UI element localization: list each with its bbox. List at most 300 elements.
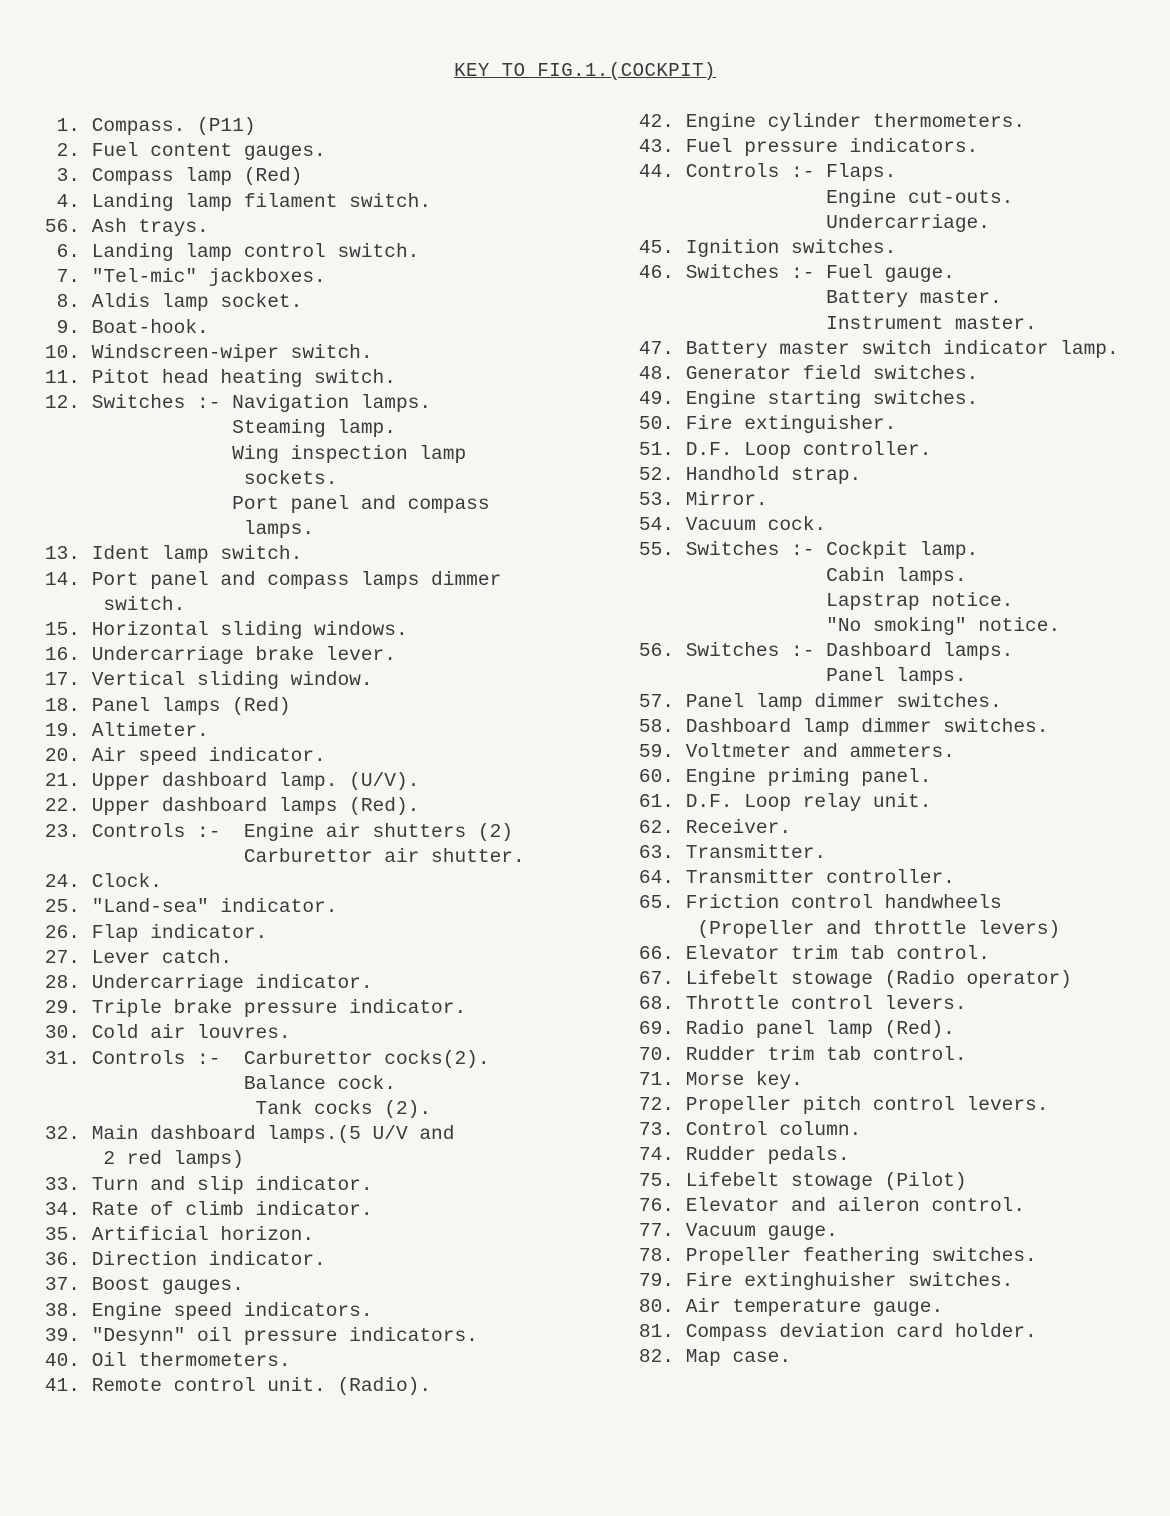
- item-description: [80, 164, 302, 189]
- item-line: Direction indicator.: [80, 1249, 326, 1272]
- item-line: Upper dashboard lamp. (U/V).: [80, 770, 420, 793]
- item-number: 63.: [638, 841, 674, 864]
- item-line: Tank cocks (2).: [80, 1097, 432, 1120]
- item-line: Switches :- Cockpit lamp.: [674, 539, 979, 562]
- item-line: Elevator trim tab control.: [674, 942, 990, 965]
- item-line: Generator field switches.: [674, 363, 979, 386]
- item-line: Compass deviation card holder.: [674, 1320, 1037, 1343]
- item-line: Air temperature gauge.: [674, 1295, 944, 1318]
- item-line: Battery master.: [674, 287, 1002, 310]
- key-item: [624, 1043, 1164, 1068]
- item-line: Lifebelt stowage (Pilot): [674, 1169, 967, 1192]
- key-item: [30, 1324, 590, 1349]
- key-item: [624, 765, 1164, 790]
- item-number: 62.: [638, 816, 674, 839]
- item-line: "Desynn" oil pressure indicators.: [80, 1324, 478, 1347]
- item-description: [674, 362, 978, 387]
- item-description: [674, 891, 1060, 941]
- item-line: Turn and slip indicator.: [80, 1173, 373, 1196]
- item-number: 20.: [44, 745, 80, 768]
- item-line: Propeller feathering switches.: [674, 1245, 1037, 1268]
- key-item: [624, 538, 1164, 639]
- key-item: [30, 1047, 590, 1123]
- item-line: Battery master switch indicator lamp.: [674, 337, 1119, 360]
- key-item: [624, 816, 1164, 841]
- item-number: 67.: [638, 967, 674, 990]
- item-description: [674, 110, 1025, 135]
- item-number: 65.: [638, 892, 674, 915]
- item-description: [674, 1118, 861, 1143]
- item-number: 74.: [638, 1144, 674, 1167]
- item-number: 33.: [44, 1173, 80, 1196]
- item-description: [674, 513, 826, 538]
- key-item: [624, 1068, 1164, 1093]
- item-line: Pitot head heating switch.: [80, 367, 396, 390]
- item-number: 43.: [638, 136, 674, 159]
- item-line: Landing lamp filament switch.: [80, 190, 432, 213]
- item-line: Triple brake pressure indicator.: [80, 997, 467, 1020]
- item-description: [674, 488, 768, 513]
- item-line: Instrument master.: [674, 312, 1037, 335]
- item-line: (Propeller and throttle levers): [674, 917, 1061, 940]
- item-line: Switches :- Fuel gauge.: [674, 262, 955, 285]
- item-line: Map case.: [674, 1345, 792, 1368]
- key-item: [624, 1169, 1164, 1194]
- key-item: [30, 820, 590, 870]
- item-description: [674, 160, 1013, 236]
- key-item: [624, 992, 1164, 1017]
- item-description: [674, 1043, 967, 1068]
- item-number: 72.: [638, 1093, 674, 1116]
- item-number: 18.: [44, 694, 80, 717]
- item-number: 9.: [56, 316, 80, 339]
- item-description: [674, 1269, 1013, 1294]
- item-number: 17.: [44, 669, 80, 692]
- key-item: [624, 639, 1164, 689]
- item-line: Panel lamp dimmer switches.: [674, 690, 1002, 713]
- key-item: [30, 1349, 590, 1374]
- item-line: Dashboard lamp dimmer switches.: [674, 715, 1049, 738]
- item-line: Vacuum gauge.: [674, 1219, 838, 1242]
- item-number: 55.: [638, 539, 674, 562]
- page-title: KEY TO FIG.1.(COCKPIT): [454, 60, 716, 82]
- item-description: [80, 265, 326, 290]
- item-number: 2.: [56, 140, 80, 163]
- item-line: Altimeter.: [80, 719, 209, 742]
- item-description: [80, 1349, 291, 1374]
- item-line: Ash trays.: [80, 215, 209, 238]
- item-description: [80, 316, 209, 341]
- key-item: [624, 891, 1164, 941]
- item-description: [80, 719, 209, 744]
- item-line: Engine speed indicators.: [80, 1299, 373, 1322]
- key-item: [624, 1244, 1164, 1269]
- key-item: [624, 463, 1164, 488]
- item-description: [80, 1324, 478, 1349]
- item-line: Lapstrap notice.: [674, 589, 1014, 612]
- item-number: 51.: [638, 438, 674, 461]
- item-line: switch.: [80, 593, 186, 616]
- item-description: [80, 1374, 431, 1399]
- item-number: 6.: [56, 241, 80, 264]
- item-line: "Land-sea" indicator.: [80, 896, 338, 919]
- item-line: Ident lamp switch.: [80, 543, 303, 566]
- item-line: Vacuum cock.: [674, 514, 827, 537]
- item-line: Steaming lamp.: [80, 417, 396, 440]
- key-item: [30, 769, 590, 794]
- item-number: 53.: [638, 489, 674, 512]
- item-description: [80, 643, 396, 668]
- key-item: [624, 740, 1164, 765]
- key-item: [30, 1273, 590, 1298]
- item-number: 69.: [638, 1018, 674, 1041]
- key-item: [30, 164, 590, 189]
- item-line: Boost gauges.: [80, 1274, 244, 1297]
- item-line: Lever catch.: [80, 946, 233, 969]
- item-number: 36.: [44, 1249, 80, 1272]
- item-line: Throttle control levers.: [674, 993, 967, 1016]
- item-number: 61.: [638, 791, 674, 814]
- item-description: [80, 618, 408, 643]
- item-description: [80, 391, 490, 542]
- item-description: [674, 1194, 1025, 1219]
- item-line: Main dashboard lamps.(5 U/V and: [80, 1123, 455, 1146]
- item-number: 11.: [44, 367, 80, 390]
- item-description: [674, 1295, 943, 1320]
- item-number: 81.: [638, 1320, 674, 1343]
- item-line: Engine cylinder thermometers.: [674, 111, 1026, 133]
- left-column: [30, 114, 590, 1399]
- key-item: [624, 1118, 1164, 1143]
- item-number: 50.: [638, 413, 674, 436]
- key-item: [624, 1219, 1164, 1244]
- item-number: 23.: [44, 820, 80, 843]
- key-item: [30, 744, 590, 769]
- item-line: 2 red lamps): [80, 1148, 244, 1171]
- item-number: 19.: [44, 719, 80, 742]
- key-item: [30, 1374, 590, 1399]
- item-number: 14.: [44, 568, 80, 591]
- key-item: [30, 190, 590, 215]
- item-line: Mirror.: [674, 489, 768, 512]
- item-number: 75.: [638, 1169, 674, 1192]
- key-item: [624, 1093, 1164, 1118]
- item-description: [674, 412, 896, 437]
- item-number: 28.: [44, 971, 80, 994]
- item-number: 13.: [44, 543, 80, 566]
- item-description: [674, 715, 1048, 740]
- key-item: [30, 1122, 590, 1172]
- right-column: [624, 110, 1164, 1370]
- item-line: Clock.: [80, 871, 162, 894]
- key-item: [30, 668, 590, 693]
- item-description: [674, 967, 1072, 992]
- item-description: [80, 114, 256, 139]
- key-item: [30, 618, 590, 643]
- item-line: Fuel content gauges.: [80, 140, 326, 163]
- key-item: [624, 362, 1164, 387]
- item-description: [80, 568, 501, 618]
- item-number: 48.: [638, 363, 674, 386]
- key-item: [624, 261, 1164, 337]
- item-description: [80, 240, 419, 265]
- item-description: [674, 1093, 1048, 1118]
- key-item: [30, 1021, 590, 1046]
- item-description: [80, 1198, 373, 1223]
- key-item: [30, 240, 590, 265]
- item-description: [80, 1273, 244, 1298]
- item-number: 71.: [638, 1068, 674, 1091]
- key-item: [30, 1223, 590, 1248]
- item-number: 7.: [56, 266, 80, 289]
- item-line: Handhold strap.: [674, 463, 862, 486]
- item-number: 22.: [44, 795, 80, 818]
- item-number: 77.: [638, 1219, 674, 1242]
- item-description: [80, 139, 326, 164]
- key-item: [30, 971, 590, 996]
- item-line: Wing inspection lamp: [80, 442, 467, 465]
- item-number: 21.: [44, 770, 80, 793]
- item-number: 8.: [56, 291, 80, 314]
- item-description: [674, 816, 791, 841]
- item-number: 78.: [638, 1245, 674, 1268]
- item-description: [80, 820, 525, 870]
- key-item: [30, 946, 590, 971]
- item-line: Voltmeter and ammeters.: [674, 741, 955, 764]
- item-line: Rudder trim tab control.: [674, 1043, 967, 1066]
- key-item: [30, 542, 590, 567]
- key-item: [624, 412, 1164, 437]
- item-description: [674, 841, 826, 866]
- item-number: 68.: [638, 993, 674, 1016]
- item-number: 4.: [56, 190, 80, 213]
- key-item: [30, 996, 590, 1021]
- item-description: [80, 215, 209, 240]
- item-line: Aldis lamp socket.: [80, 291, 303, 314]
- item-description: [674, 866, 955, 891]
- key-item: [624, 110, 1164, 135]
- item-number: 39.: [44, 1324, 80, 1347]
- item-line: Oil thermometers.: [80, 1349, 291, 1372]
- item-description: [80, 895, 337, 920]
- item-line: Controls :- Carburettor cocks(2).: [80, 1047, 490, 1070]
- key-item: [624, 942, 1164, 967]
- item-number: 24.: [44, 871, 80, 894]
- key-item: [624, 387, 1164, 412]
- item-number: 30.: [44, 1022, 80, 1045]
- item-description: [674, 690, 1002, 715]
- item-description: [80, 1122, 454, 1172]
- key-item: [624, 866, 1164, 891]
- item-number: 42.: [638, 111, 674, 133]
- key-item: [624, 488, 1164, 513]
- item-line: Horizontal sliding windows.: [80, 619, 408, 642]
- key-item: [30, 895, 590, 920]
- key-item: [30, 139, 590, 164]
- item-description: [80, 1021, 291, 1046]
- item-line: Compass lamp (Red): [80, 165, 303, 188]
- item-number: 49.: [638, 388, 674, 411]
- item-number: 57.: [638, 690, 674, 713]
- item-line: Transmitter controller.: [674, 867, 955, 890]
- item-line: Control column.: [674, 1119, 862, 1142]
- item-number: 52.: [638, 463, 674, 486]
- key-item: [30, 1198, 590, 1223]
- key-item: [624, 1345, 1164, 1370]
- item-number: 12.: [44, 392, 80, 415]
- item-line: Propeller pitch control levers.: [674, 1093, 1049, 1116]
- item-line: Morse key.: [674, 1068, 803, 1091]
- item-description: [80, 971, 373, 996]
- item-line: Friction control handwheels: [674, 892, 1002, 915]
- item-description: [674, 790, 931, 815]
- key-item: [624, 715, 1164, 740]
- item-description: [80, 542, 302, 567]
- key-item: [624, 1017, 1164, 1042]
- key-item: [624, 690, 1164, 715]
- item-number: 44.: [638, 161, 674, 184]
- item-line: Elevator and aileron control.: [674, 1194, 1026, 1217]
- item-description: [674, 1017, 955, 1042]
- item-line: Undercarriage.: [674, 211, 990, 234]
- item-description: [674, 765, 931, 790]
- item-number: 56.: [44, 215, 80, 238]
- item-line: Landing lamp control switch.: [80, 241, 420, 264]
- item-description: [674, 463, 861, 488]
- item-line: Engine cut-outs.: [674, 186, 1014, 209]
- item-description: [80, 1173, 373, 1198]
- item-number: 70.: [638, 1043, 674, 1066]
- key-item: [30, 341, 590, 366]
- key-item: [30, 694, 590, 719]
- key-item: [624, 790, 1164, 815]
- item-description: [674, 1219, 838, 1244]
- item-line: Port panel and compass: [80, 493, 490, 516]
- item-line: Undercarriage indicator.: [80, 971, 373, 994]
- item-description: [80, 870, 162, 895]
- key-item: [624, 1194, 1164, 1219]
- item-line: Fire extinghuisher switches.: [674, 1270, 1014, 1293]
- item-line: Port panel and compass lamps dimmer: [80, 568, 502, 591]
- key-item: [30, 1299, 590, 1324]
- item-description: [80, 668, 373, 693]
- item-number: 76.: [638, 1194, 674, 1217]
- item-number: 54.: [638, 514, 674, 537]
- item-number: 73.: [638, 1119, 674, 1142]
- item-description: [80, 1047, 490, 1123]
- key-item: [30, 215, 590, 240]
- item-number: 16.: [44, 644, 80, 667]
- key-item: [624, 160, 1164, 236]
- item-line: Balance cock.: [80, 1072, 396, 1095]
- key-item: [30, 366, 590, 391]
- key-item: [30, 114, 590, 139]
- key-item: [624, 337, 1164, 362]
- item-description: [80, 1223, 314, 1248]
- item-description: [674, 992, 967, 1017]
- item-description: [674, 261, 1037, 337]
- item-number: 32.: [44, 1123, 80, 1146]
- item-number: 29.: [44, 997, 80, 1020]
- item-line: Engine starting switches.: [674, 388, 979, 411]
- item-line: D.F. Loop relay unit.: [674, 791, 932, 814]
- key-item: [30, 568, 590, 618]
- key-item: [624, 438, 1164, 463]
- item-number: 45.: [638, 237, 674, 260]
- key-item: [624, 135, 1164, 160]
- item-number: 15.: [44, 619, 80, 642]
- item-number: 26.: [44, 921, 80, 944]
- key-item: [624, 236, 1164, 261]
- item-description: [674, 538, 1060, 639]
- item-description: [674, 135, 978, 160]
- item-description: [80, 1248, 326, 1273]
- item-line: D.F. Loop controller.: [674, 438, 932, 461]
- item-line: Engine priming panel.: [674, 766, 932, 789]
- key-item: [30, 643, 590, 668]
- item-line: sockets.: [80, 467, 338, 490]
- item-number: 47.: [638, 337, 674, 360]
- key-item: [624, 1269, 1164, 1294]
- item-line: Air speed indicator.: [80, 745, 326, 768]
- item-line: Flap indicator.: [80, 921, 268, 944]
- item-number: 60.: [638, 766, 674, 789]
- key-item: [624, 841, 1164, 866]
- item-number: 10.: [44, 341, 80, 364]
- item-line: Switches :- Navigation lamps.: [80, 392, 432, 415]
- item-line: "Tel-mic" jackboxes.: [80, 266, 326, 289]
- item-description: [80, 341, 373, 366]
- item-number: 37.: [44, 1274, 80, 1297]
- item-description: [674, 337, 1119, 362]
- key-item: [624, 513, 1164, 538]
- item-description: [674, 1320, 1037, 1345]
- item-line: Panel lamps (Red): [80, 694, 291, 717]
- item-line: Windscreen-wiper switch.: [80, 341, 373, 364]
- item-description: [674, 740, 955, 765]
- item-description: [674, 438, 931, 463]
- key-item: [624, 967, 1164, 992]
- item-description: [674, 1244, 1037, 1269]
- item-description: [674, 1143, 850, 1168]
- item-description: [80, 744, 326, 769]
- item-line: Rudder pedals.: [674, 1144, 850, 1167]
- item-number: 64.: [638, 867, 674, 890]
- item-number: 35.: [44, 1223, 80, 1246]
- item-description: [674, 1068, 803, 1093]
- item-number: 3.: [56, 165, 80, 188]
- item-description: [80, 694, 291, 719]
- item-description: [80, 996, 466, 1021]
- item-line: Fire extinguisher.: [674, 413, 897, 436]
- item-description: [80, 1299, 373, 1324]
- item-line: Controls :- Engine air shutters (2): [80, 820, 513, 843]
- item-number: 31.: [44, 1047, 80, 1070]
- item-number: 80.: [638, 1295, 674, 1318]
- key-item: [30, 290, 590, 315]
- key-item: [624, 1143, 1164, 1168]
- item-description: [674, 639, 1013, 689]
- item-description: [674, 236, 896, 261]
- key-item: [624, 1320, 1164, 1345]
- item-line: "No smoking" notice.: [674, 615, 1061, 638]
- item-line: Compass. (P11): [80, 115, 256, 137]
- key-item: [30, 265, 590, 290]
- item-number: 25.: [44, 896, 80, 919]
- key-item: [30, 316, 590, 341]
- item-description: [674, 942, 990, 967]
- item-number: 79.: [638, 1270, 674, 1293]
